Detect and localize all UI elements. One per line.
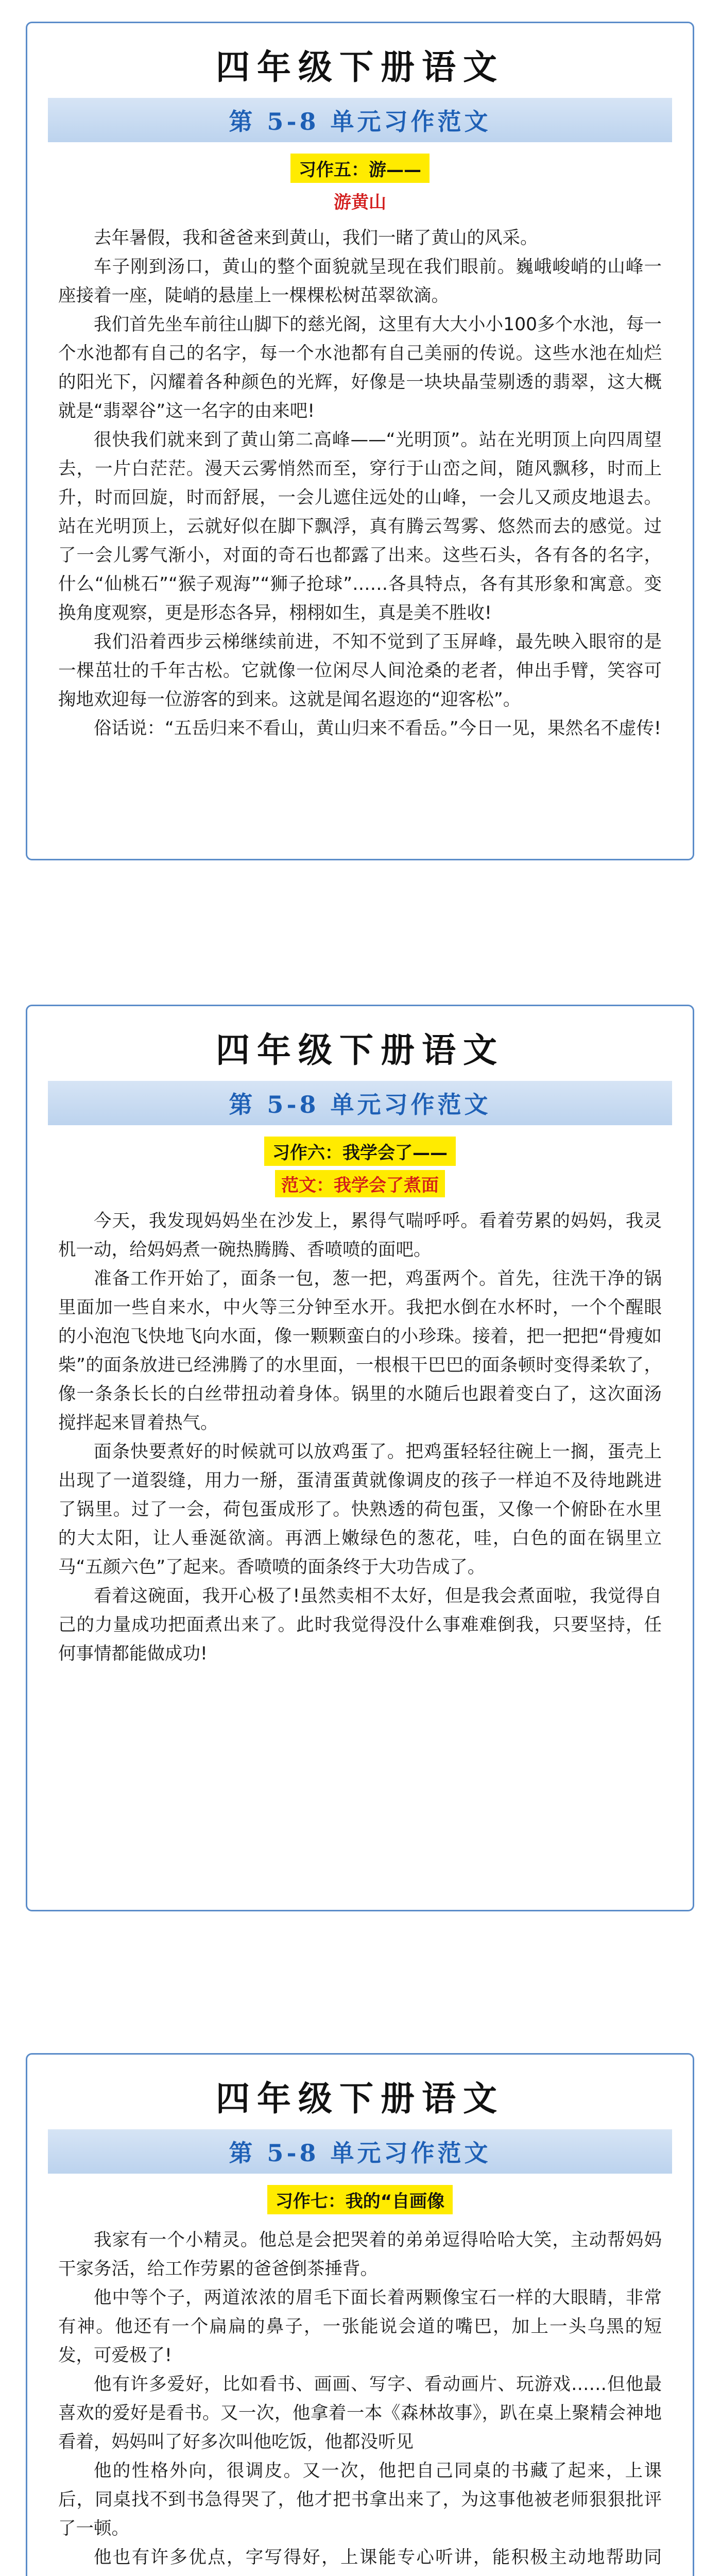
essay-paragraph: 车子刚到汤口，黄山的整个面貌就呈现在我们眼前。巍峨峻峭的山峰一座接着一座，陡峭的悬崖上一棵棵松树茁翠欲滴。 [58,257,662,306]
essay-paragraph: 看着这碗面，我开心极了!虽然卖相不太好，但是我会煮面啦，我觉得自己的力量成功把面煮出来了。此时我觉得没什么事难难倒我，只要坚持，任何事情都能做成功! [58,1586,662,1664]
essay-paragraph: 去年暑假，我和爸爸来到黄山，我们一睹了黄山的风采。 [94,228,538,248]
exercise-row [58,1137,662,1166]
essay-paragraph: 他有许多爱好，比如看书、画画、写字、看动画片、玩游戏……但他最喜欢的爱好是看书。又一次，他拿着一本《森林故事》，趴在桌上聚精会神地看着，妈妈叫了好多次叫他吃饭，他都没听见 [58,2374,662,2452]
card-title: 四年级下册语文 [216,1030,504,1070]
essay-topic: 范文：我学会了煮面 [275,1170,445,1197]
essay-paragraph: 他中等个子，两道浓浓的眉毛下面长着两颗像宝石一样的大眼睛，非常有神。他还有一个扁扁的鼻子，一张能说会道的嘴巴，加上一头乌黑的短发，可爱极了! [58,2287,662,2366]
card-title: 四年级下册语文 [216,2078,504,2119]
topic-row [58,1170,662,1197]
essay-paragraph: 我们沿着西步云梯继续前进，不知不觉到了玉屏峰，最先映入眼帘的是一棵茁壮的千年古松。它就像一位闲尽人间沧桑的老者，伸出手臂，笑容可掬地欢迎每一位游客的到来。这就是闻名遐迩的“迎客松”。 [58,632,662,710]
topic-row [58,187,662,214]
subtitle-band [48,2129,672,2174]
essay-topic: 游黄山 [334,192,386,213]
essay-paragraph: 今天，我发现妈妈坐在沙发上，累得气喘呼呼。看着劳累的妈妈，我灵机一动，给妈妈煮一碗热腾腾、香喷喷的面吧。 [58,1211,662,1260]
essay-body [58,2226,662,2576]
essay-paragraph: 我家有一个小精灵。他总是会把哭着的弟弟逗得哈哈大笑，主动帮妈妈干家务活，给工作劳累的爸爸倒茶捶背。 [58,2230,662,2279]
subtitle-band [48,1081,672,1125]
essay-card-1 [26,22,694,860]
essay-paragraph: 准备工作开始了，面条一包，葱一把，鸡蛋两个。首先，往洗干净的锅里面加一些自来水，中火等三分钟至水开。我把水倒在水杯时，一个个醒眼的小泡泡飞快地飞向水面，像一颗颗蛮白的小珍珠。接着，把一把把“骨瘦如柴”的面条放进已经沸腾了的水里面，一根根干巴巴的面条顿时变得柔软了，像一条条长长的白丝带扭动着身体。锅里的水随后也跟着变白了，这次面汤搅拌起来冒着热气。 [58,1268,662,1433]
exercise-label: 习作六：我学会了—— [264,1137,456,1166]
essay-paragraph: 我们首先坐车前往山脚下的慈光阁，这里有大大小小100多个水池，每一个水池都有自己的名字，每一个水池都有自己美丽的传说。这些水池在灿烂的阳光下，闪耀着各种颜色的光辉，好像是一块块晶莹剔透的翡翠，这大概就是“翡翠谷”这一名字的由来吧! [58,314,662,421]
essay-paragraph: 他也有许多优点，字写得好，上课能专心听讲，能积极主动地帮助同 [94,2547,662,2568]
essay-paragraph: 他的性格外向，很调皮。又一次，他把自己同桌的书藏了起来，上课后，同桌找不到书急得哭了，他才把书拿出来了，为这事他被老师狠狠批评了一顿。 [58,2461,662,2539]
exercise-row [58,2185,662,2214]
essay-card-2 [26,1005,694,1911]
card-subtitle: 第 5-8 单元习作范文 [229,2139,491,2167]
essay-paragraph: 很快我们就来到了黄山第二高峰——“光明顶”。站在光明顶上向四周望去，一片白茫茫。漫天云雾悄然而至，穿行于山峦之间，随风飘移，时而上升，时而回旋，时而舒展，一会儿遮住远处的山峰，一会儿又顽皮地退去。站在光明顶上，云就好似在脚下飘浮，真有腾云驾雾、悠然而去的感觉。过了一会儿雾气渐小，对面的奇石也都露了出来。这些石头，各有各的名字，什么“仙桃石”“猴子观海”“狮子抢球”……各具特点，各有其形象和寓意。变换角度观察，更是形态各异，栩栩如生，真是美不胜收! [58,430,662,623]
essay-card-3 [26,2053,694,2576]
subtitle-band [48,98,672,142]
essay-paragraph: 俗话说：“五岳归来不看山，黄山归来不看岳。”今日一见，果然名不虚传! [94,718,661,739]
card-subtitle: 第 5-8 单元习作范文 [229,1091,491,1118]
exercise-row [58,154,662,183]
card-title: 四年级下册语文 [216,47,504,87]
essay-paragraph: 面条快要煮好的时候就可以放鸡蛋了。把鸡蛋轻轻往碗上一搁，蛋壳上出现了一道裂缝，用力一掰，蛋清蛋黄就像调皮的孩子一样迫不及待地跳进了锅里。过了一会，荷包蛋成形了。快熟透的荷包蛋，又像一个俯卧在水里的大太阳，让人垂涎欲滴。再洒上嫩绿色的葱花，哇，白色的面在锅里立马“五颜六色”了起来。香喷喷的面条终于大功告成了。 [58,1442,662,1578]
exercise-label: 习作五：游—— [290,154,430,183]
essay-body [58,1207,662,1668]
card-subtitle: 第 5-8 单元习作范文 [229,108,491,135]
essay-body [58,224,662,743]
exercise-label: 习作七：我的“自画像 [267,2185,453,2214]
